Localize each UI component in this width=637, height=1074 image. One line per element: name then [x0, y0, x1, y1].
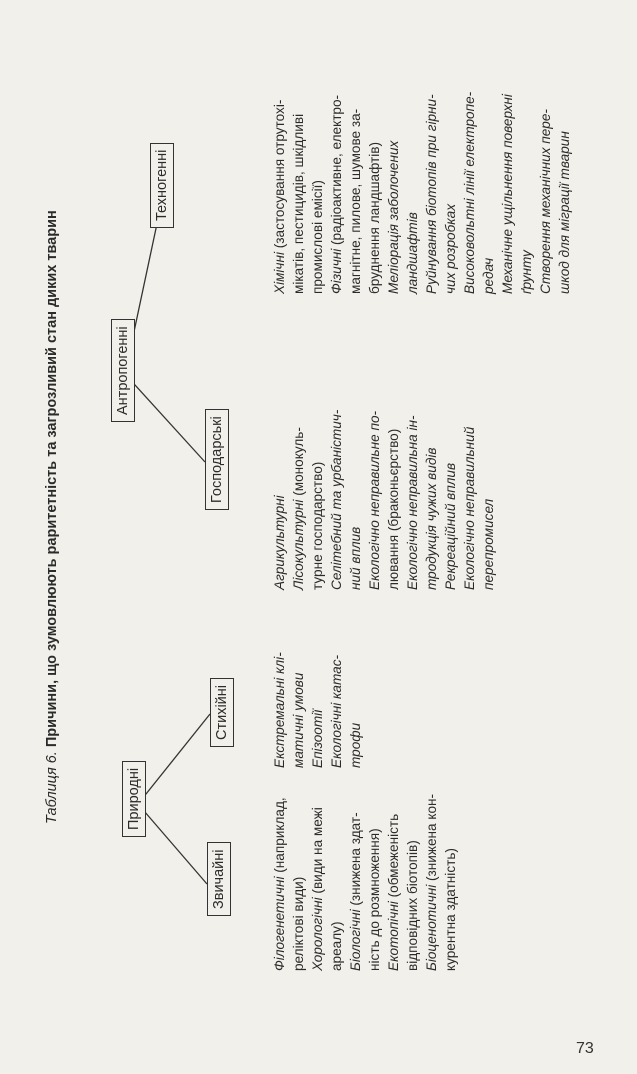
- list-item-term: Епізоотії: [310, 709, 325, 768]
- list-item-term: трофи: [348, 722, 363, 768]
- list-item: [403, 4, 422, 294]
- list-item: [346, 628, 365, 768]
- list-item: [346, 771, 365, 971]
- list-item: [327, 370, 346, 590]
- list-item-term: матичні умови: [291, 672, 306, 768]
- node-economic: Господарські: [205, 409, 229, 510]
- list-item: [517, 4, 536, 294]
- list-item: [422, 4, 441, 294]
- list-item-term: тродукція чужих видів: [424, 447, 439, 590]
- list-item: [479, 4, 498, 294]
- list-item: [441, 4, 460, 294]
- list-item-term: Лісокультурні: [291, 499, 306, 590]
- caption-title: Причини, що зумовлюють раритетність та загрозливий стан диких тварин: [44, 210, 60, 748]
- list-item-term: ґрунту: [519, 250, 534, 294]
- list-item-term: Механічне ущільнення поверхні: [500, 94, 515, 294]
- line-natural-ordinary: [138, 804, 207, 884]
- list-item-text: (знижена здат-: [348, 812, 363, 910]
- list-item: [365, 771, 384, 971]
- list-item-term: Створення механічних пере-: [538, 109, 553, 294]
- list-item: [460, 370, 479, 590]
- page-number: 73: [576, 1040, 594, 1057]
- list-item-text: відповідних біотопів): [405, 840, 420, 971]
- list-item-text: (знижена кон-: [424, 793, 439, 885]
- list-item-text: (монокуль-: [291, 427, 306, 500]
- list-item: [384, 370, 403, 590]
- line-anthro-economic: [125, 374, 205, 462]
- list-item: [441, 771, 460, 971]
- list-item-term: ний вплив: [348, 526, 363, 590]
- list-item-term: Рекреаційний вплив: [443, 462, 458, 590]
- list-item-text: бруднення ландшафтів): [367, 142, 382, 294]
- list-item-term: Селітебний та урбаністич-: [329, 409, 344, 590]
- list-item-term: Екологічно неправильний: [462, 426, 477, 590]
- node-ordinary: Звичайні: [207, 842, 231, 916]
- list-item-term: Меліорація заболочених: [386, 140, 401, 294]
- caption-label: Таблиця 6.: [44, 751, 60, 824]
- list-elemental: [270, 628, 365, 768]
- list-item: [308, 4, 327, 294]
- list-item-text: ність до розмноження): [367, 828, 382, 971]
- list-item-text: курентна здатність): [443, 848, 458, 971]
- list-item: [384, 771, 403, 971]
- list-item: [422, 771, 441, 971]
- list-item-term: редач: [481, 257, 496, 294]
- list-item: [346, 4, 365, 294]
- list-item: [327, 4, 346, 294]
- list-item-text: (наприклад,: [272, 797, 287, 877]
- list-item-term: ландшафтів: [405, 212, 420, 294]
- list-item: [289, 4, 308, 294]
- list-item: [289, 771, 308, 971]
- list-item: [270, 4, 289, 294]
- list-item-term: Біологічні: [348, 909, 363, 971]
- list-item: [327, 771, 346, 971]
- list-item-text: турне господарство): [310, 461, 325, 590]
- node-anthropogenic: Антропогенні: [111, 319, 135, 422]
- list-item-text: (радіоактивне, електро-: [329, 94, 344, 249]
- list-item: [479, 370, 498, 590]
- list-item: [460, 4, 479, 294]
- list-item: [403, 370, 422, 590]
- list-item: [384, 4, 403, 294]
- list-item: [498, 4, 517, 294]
- list-item: [308, 771, 327, 971]
- list-item: [270, 628, 289, 768]
- list-item: [289, 370, 308, 590]
- list-item-term: Руйнування біотопів при гірни-: [424, 94, 439, 294]
- list-item-term: Біоценотичні: [424, 884, 439, 971]
- list-item: [441, 370, 460, 590]
- list-item: [289, 628, 308, 768]
- node-natural: Природні: [122, 761, 146, 837]
- list-item: [270, 370, 289, 590]
- list-item-text: (види на межі: [310, 807, 325, 898]
- list-item: [555, 4, 574, 294]
- list-item-term: перепромисел: [481, 498, 496, 590]
- list-ordinary: [270, 771, 460, 971]
- list-item-term: Екологічно неправильна ін-: [405, 415, 420, 590]
- list-item: [327, 628, 346, 768]
- list-item-text: мікатів, пестицидів, шкідливі: [291, 113, 306, 294]
- list-item: [308, 628, 327, 768]
- list-item-term: Високовольтні лінії електропе-: [462, 91, 477, 294]
- list-item: [270, 771, 289, 971]
- list-item-text: лювання (браконьєрство): [386, 428, 401, 590]
- list-item: [403, 771, 422, 971]
- list-item-term: Фізичні: [329, 248, 344, 294]
- list-economic: [270, 370, 498, 590]
- node-elemental: Стихійні: [210, 678, 234, 747]
- list-item-term: Екологічні катас-: [329, 654, 344, 768]
- list-item-term: Екстремальні клі-: [272, 652, 287, 768]
- list-item-text: ареалу): [329, 921, 344, 971]
- list-item-term: шкод для міграції тварин: [557, 131, 572, 294]
- list-item: [422, 370, 441, 590]
- list-item-term: Хорологічні: [310, 897, 325, 971]
- line-natural-elemental: [138, 714, 210, 804]
- list-item: [365, 370, 384, 590]
- list-item: [365, 4, 384, 294]
- list-item-text: (застосування отрутохі-: [272, 99, 287, 253]
- list-item-term: Екологічно неправильне по-: [367, 410, 382, 590]
- list-item-term: Хімічні: [272, 252, 287, 294]
- list-item-term: чих розробках: [443, 204, 458, 294]
- list-item-term: Екотопічні: [386, 901, 401, 971]
- list-technogenic: [270, 4, 574, 294]
- list-item-term: Агрикультурні: [272, 495, 287, 590]
- list-item-term: Філогенетичні: [272, 876, 287, 971]
- list-item: [308, 370, 327, 590]
- list-item-text: магнітне, пилове, шумове за-: [348, 108, 363, 294]
- list-item-text: промислові емісії): [310, 180, 325, 294]
- list-item-text: реліктові види): [291, 876, 306, 971]
- list-item-text: (обмеженість: [386, 813, 401, 902]
- list-item: [346, 370, 365, 590]
- list-item: [536, 4, 555, 294]
- node-technogenic: Техногенні: [150, 143, 174, 228]
